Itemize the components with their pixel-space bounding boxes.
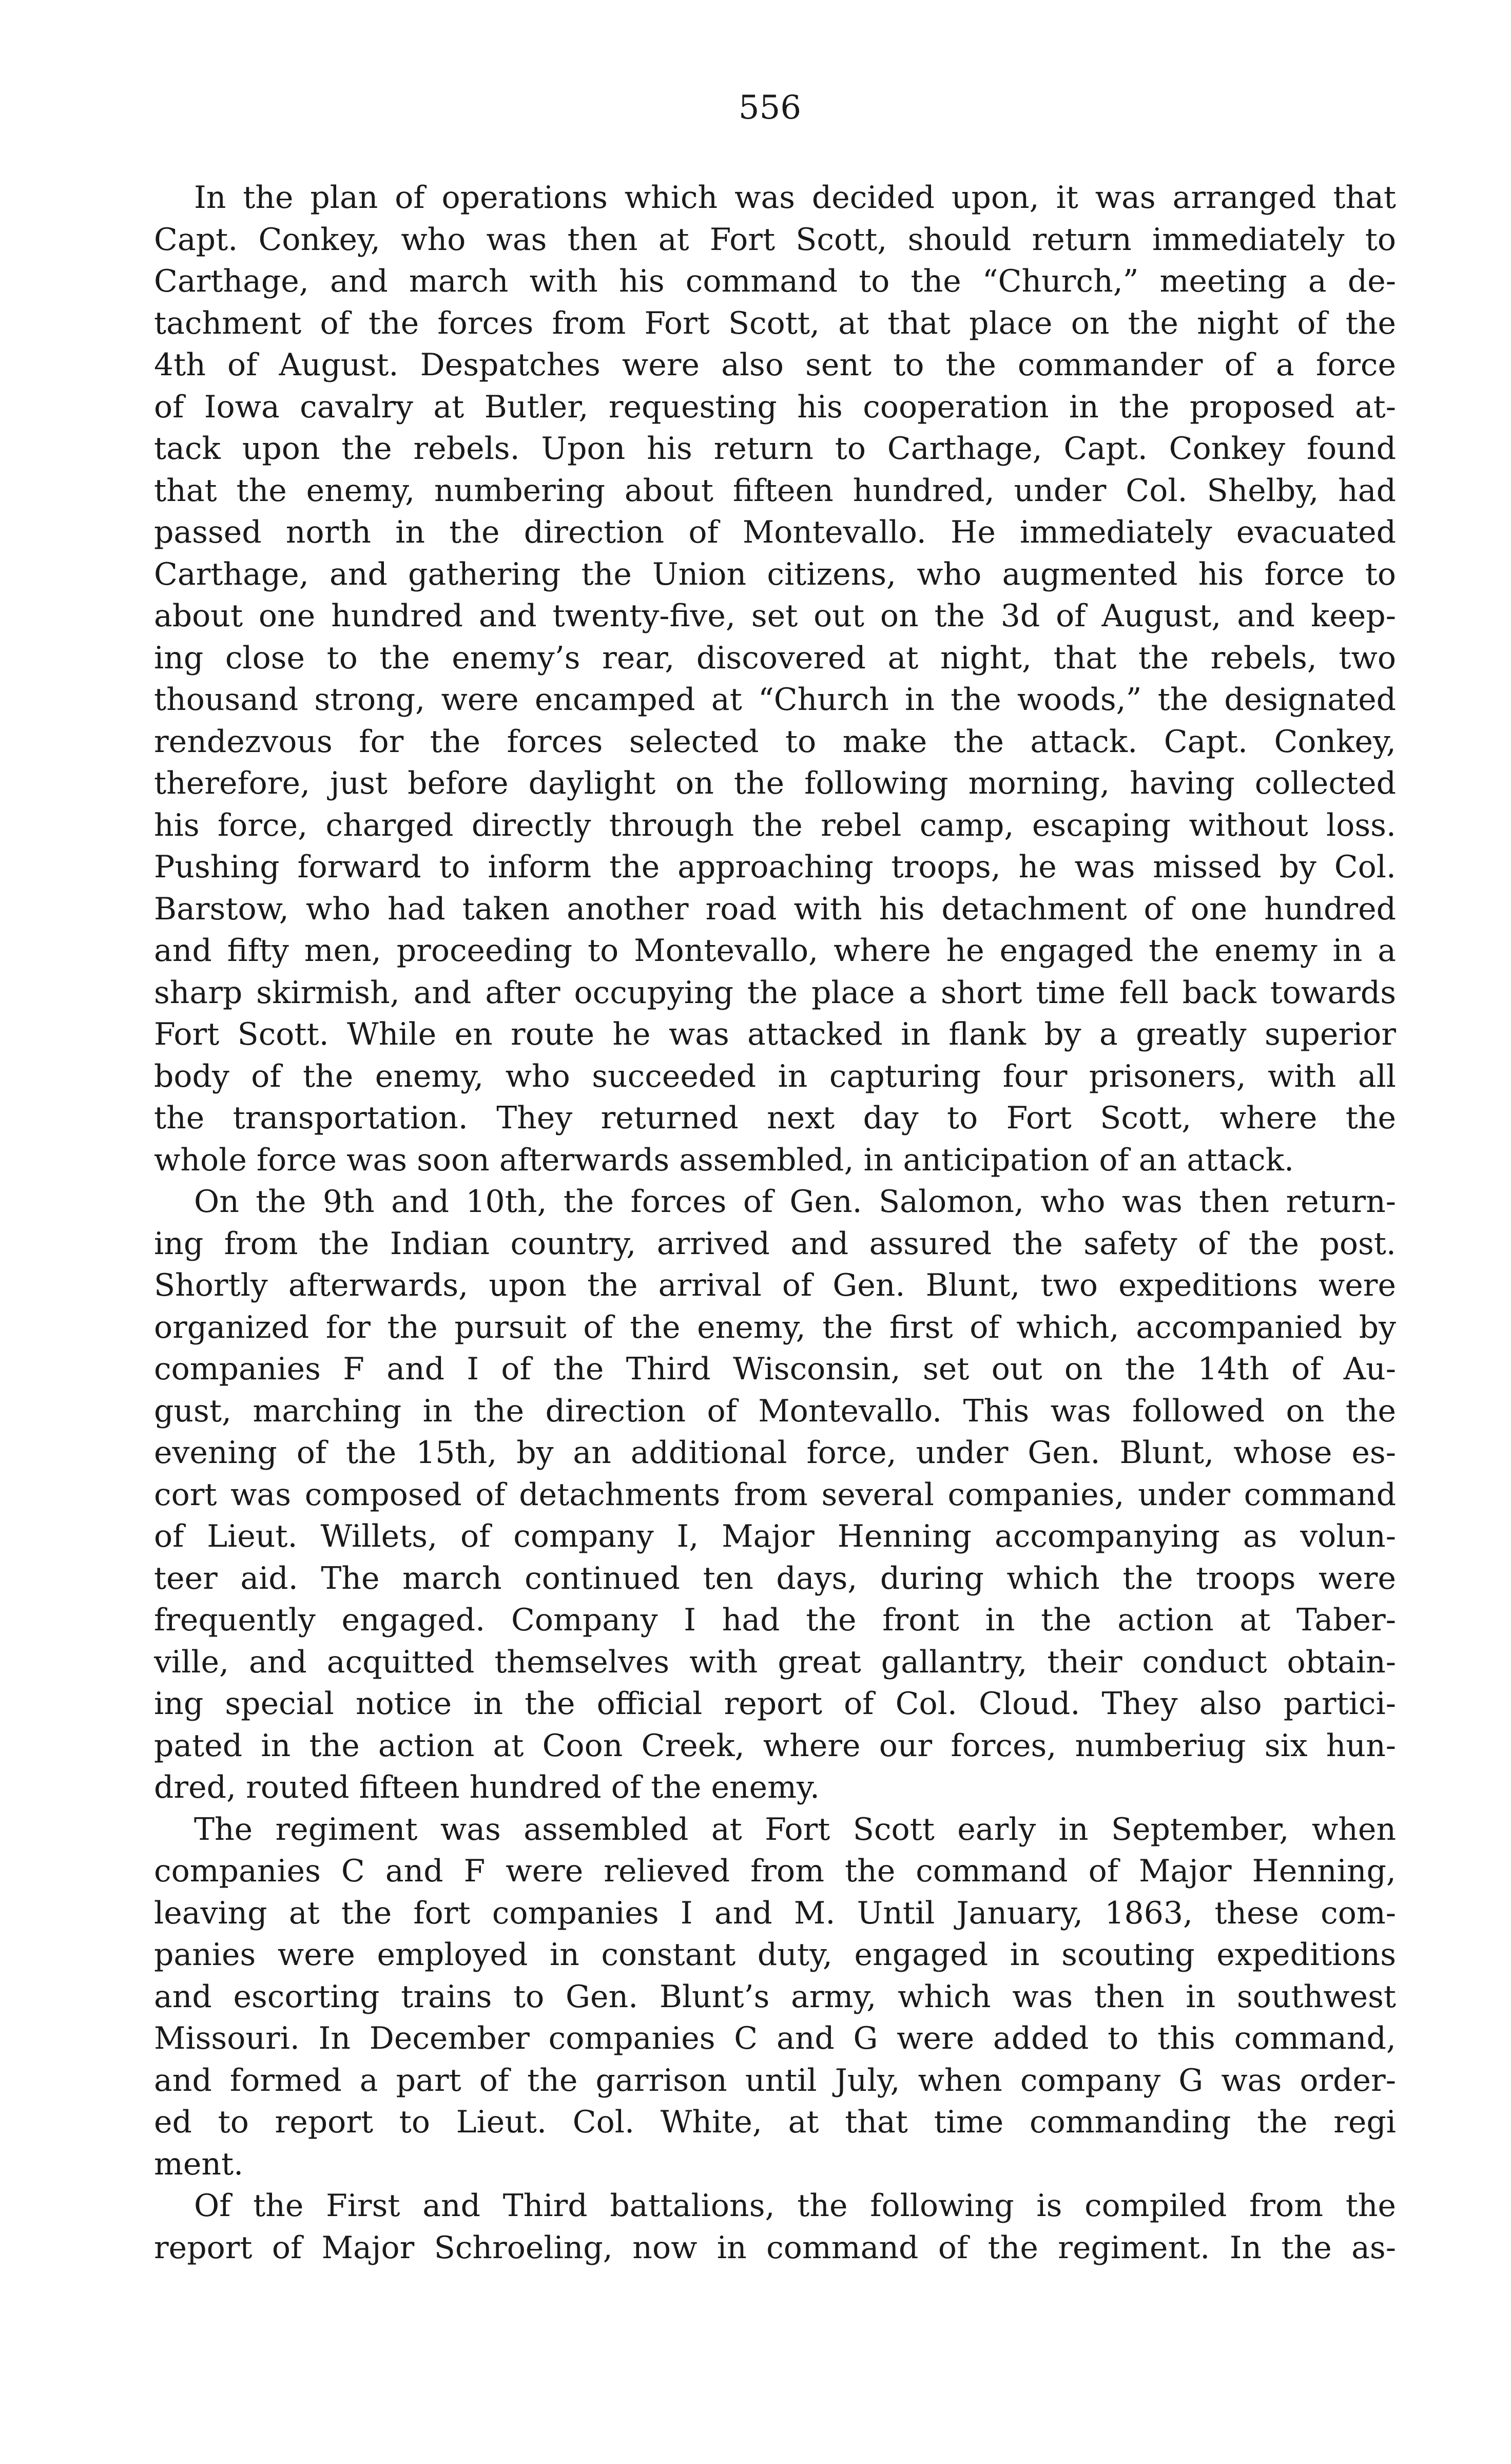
text-line: and formed a part of the garrison until July, when company G was order- [154,2062,1396,2099]
text-line: Carthage, and gathering the Union citizens, who augmented his force to [154,556,1396,592]
text-line: leaving at the fort companies I and M. Until January, 1863, these com- [154,1895,1396,1931]
text-line: that the enemy, numbering about fifteen hundred, under Col. Shelby, had [154,472,1396,509]
text-line: about one hundred and twenty-five, set out on the 3d of August, and keep- [154,598,1396,634]
text-line: pated in the action at Coon Creek, where our forces, numberiug six hun- [154,1727,1396,1764]
text-line: ing from the Indian country, arrived and assured the safety of the post. [154,1225,1396,1262]
text-line: of Lieut. Willets, of company I, Major Henning accompanying as volun- [154,1518,1396,1554]
text-line: sharp skirmish, and after occupying the place a short time fell back towards [154,974,1396,1011]
text-line: the transportation. They returned next day to Fort Scott, where the [154,1100,1396,1136]
body-text [154,177,1396,2269]
text-line: organized for the pursuit of the enemy, the first of which, accompanied by [154,1309,1396,1345]
text-line: ing close to the enemy’s rear, discovered at night, that the rebels, two [154,640,1396,676]
text-line: Shortly afterwards, upon the arrival of Gen. Blunt, two expeditions were [154,1267,1396,1303]
text-line: Missouri. In December companies C and G were added to this command, [154,2020,1396,2056]
text-line: Pushing forward to inform the approaching troops, he was missed by Col. [154,849,1396,885]
text-line: and fifty men, proceeding to Montevallo, where he engaged the enemy in a [154,933,1396,969]
text-line: 4th of August. Despatches were also sent to the commander of a force [154,347,1396,383]
text-line: ed to report to Lieut. Col. White, at that time commanding the regi [154,2104,1396,2140]
text-line: ment. [154,2146,244,2182]
text-line: companies F and I of the Third Wisconsin, set out on the 14th of Au- [154,1351,1396,1387]
text-line: frequently engaged. Company I had the front in the action at Taber- [154,1602,1396,1638]
text-line: tack upon the rebels. Upon his return to Carthage, Capt. Conkey found [154,431,1396,467]
text-line: cort was composed of detachments from several companies, under command [154,1476,1396,1513]
text-line: Capt. Conkey, who was then at Fort Scott, should return immediately to [154,221,1396,258]
text-line: therefore, just before daylight on the following morning, having collected [154,765,1396,801]
text-line: evening of the 15th, by an additional force, under Gen. Blunt, whose es- [154,1435,1396,1471]
text-line: Fort Scott. While en route he was attacked in flank by a greatly superior [154,1016,1396,1052]
text-line: body of the enemy, who succeeded in capturing four prisoners, with all [154,1058,1396,1094]
text-line: whole force was soon afterwards assembled, in anticipation of an attack. [154,1142,1294,1178]
text-line: Barstow, who had taken another road with his detachment of one hundred [154,891,1396,927]
text-line: companies C and F were relieved from the command of Major Henning, [154,1853,1396,1889]
text-line: his force, charged directly through the rebel camp, escaping without loss. [154,807,1396,843]
text-line: Of the First and Third battalions, the following is compiled from the [194,2188,1396,2224]
text-line: On the 9th and 10th, the forces of Gen. Salomon, who was then return- [194,1184,1396,1220]
text-line: thousand strong, were encamped at “Church in the woods,” the designated [154,682,1396,718]
text-line: report of Major Schroeling, now in command of the regiment. In the as- [154,2229,1396,2266]
text-line: ville, and acquitted themselves with great gallantry, their conduct obtain- [154,1644,1396,1680]
text-line: The regiment was assembled at Fort Scott early in September, when [194,1811,1396,1847]
text-line: dred, routed fifteen hundred of the enemy. [154,1769,820,1805]
text-line: In the plan of operations which was decided upon, it was arranged that [194,180,1396,216]
text-line: tachment of the forces from Fort Scott, at that place on the night of the [154,305,1396,341]
text-line: Carthage, and march with his command to the “Church,” meeting a de- [154,263,1396,299]
text-line: and escorting trains to Gen. Blunt’s army, which was then in southwest [154,1978,1396,2015]
text-line: of Iowa cavalry at Butler, requesting his cooperation in the proposed at- [154,389,1396,425]
text-line: teer aid. The march continued ten days, during which the troops were [154,1560,1396,1596]
text-line: gust, marching in the direction of Montevallo. This was followed on the [154,1393,1396,1429]
page-number: 556 [738,89,802,127]
text-line: rendezvous for the forces selected to make the attack. Capt. Conkey, [154,723,1396,760]
text-line: ing special notice in the official report of Col. Cloud. They also partici- [154,1686,1396,1722]
text-line: panies were employed in constant duty, engaged in scouting expeditions [154,1937,1396,1973]
text-line: passed north in the direction of Montevallo. He immediately evacuated [154,514,1396,550]
